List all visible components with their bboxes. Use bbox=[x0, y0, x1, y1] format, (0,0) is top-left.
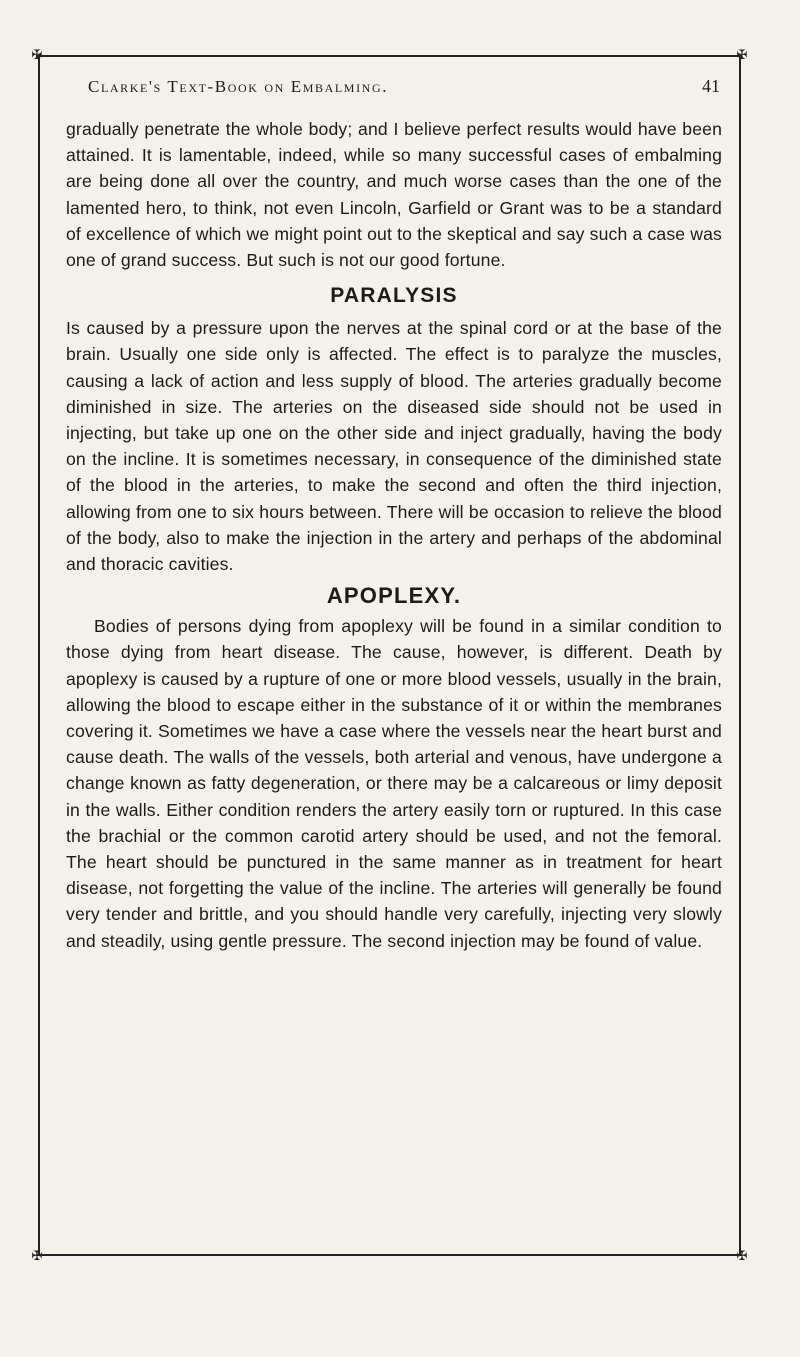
corner-ornament-icon: ✠ bbox=[31, 1248, 43, 1263]
running-title: Clarke's Text-Book on Embalming. bbox=[88, 77, 389, 96]
page-number: 41 bbox=[702, 76, 720, 96]
paralysis-paragraph: Is caused by a pressure upon the nerves at the spinal cord or at the base of the brain. Usually one side only is affected. The effect is to paralyze the muscles, causing a lack of action and less supply of blood. The arteries gradually become diminished in size. The arteries on the diseased side should not be used in injecting, but take up one on the other side and inject gradually, having the body on the incline. It is sometimes necessary, in consequence of the diminished state of the blood in the arteries, to make the second and often the third injection, allowing from one to six hours between. There will be occasion to relieve the blood of the body, also to make the injection in the artery and perhaps of the abdominal and thoracic cavities. bbox=[66, 318, 722, 575]
border-rule-left bbox=[38, 56, 40, 1256]
corner-ornament-icon: ✠ bbox=[31, 47, 43, 62]
border-rule-top bbox=[36, 55, 742, 57]
opening-paragraph: gradually penetrate the whole body; and I believe perfect results would have been attained. It is lamentable, indeed, while so many successful cases of embalming are being done all over the country, and much worse cases than the one of the lamented hero, to think, not even Lincoln, Garfield or Grant was to be a standard of excellence of which we might point out to the skeptical and say such a case was one of grand success. But such is not our good fortune. bbox=[66, 119, 722, 271]
corner-ornament-icon: ✠ bbox=[736, 1248, 748, 1263]
corner-ornament-icon: ✠ bbox=[736, 47, 748, 62]
page-border bbox=[24, 47, 750, 1263]
border-rule-bottom bbox=[36, 1254, 742, 1256]
running-head bbox=[88, 76, 720, 97]
apoplexy-paragraph: Bodies of persons dying from apoplexy will be found in a similar condition to those dying from heart disease. The cause, however, is different. Death by apoplexy is caused by a rupture of one or more blood vessels, usually in the brain, allowing the blood to escape either in the substance of it or within the membranes covering it. Sometimes we have a case where the vessels near the heart burst and cause death. The walls of the vessels, both arterial and venous, have undergone a change known as fatty degeneration, or there may be a calcareous or limy deposit in the walls. Either condition renders the artery easily torn or ruptured. In this case the brachial or the common carotid artery should be used, and not the femoral. The heart should be punctured in the same manner as in treatment for heart disease, not forgetting the value of the incline. The arteries will generally be found very tender and brittle, and you should handle very carefully, injecting very slowly and steadily, using gentle pressure. The second injection may be found of value. bbox=[66, 616, 722, 951]
page-content bbox=[66, 116, 722, 954]
border-rule-right bbox=[739, 56, 741, 1256]
section-heading-apoplexy: APOPLEXY. bbox=[326, 583, 462, 609]
section-heading-paralysis: PARALYSIS bbox=[330, 284, 458, 308]
